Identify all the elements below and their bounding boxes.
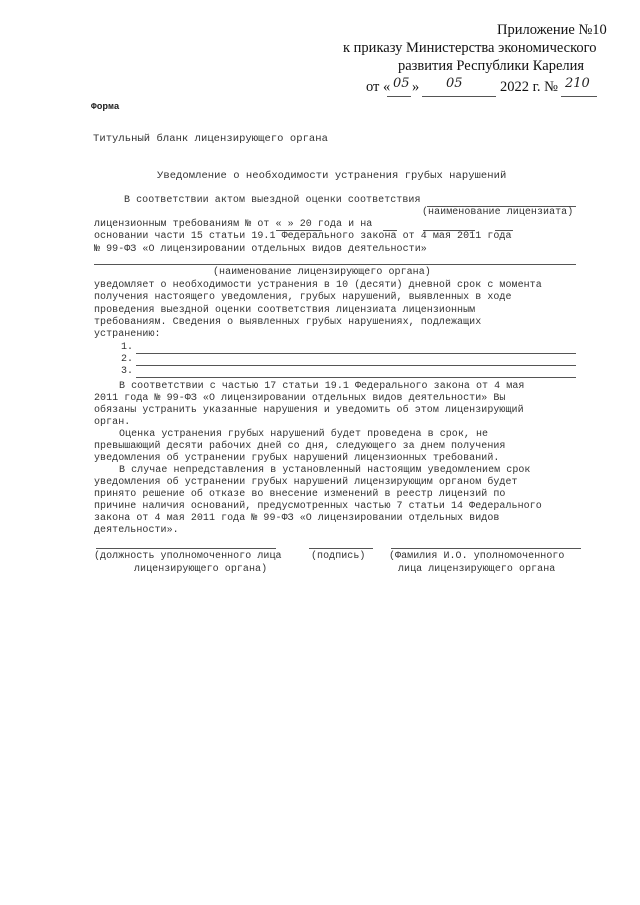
- violation-item-2: 2.: [121, 354, 134, 365]
- signature-line: [309, 548, 373, 549]
- para5-line4: причине наличия оснований, предусмотренных частью 7 статьи 14 Федерального: [94, 501, 542, 512]
- para5-line6: деятельности».: [94, 525, 179, 536]
- para1-line1: В соответствии актом выездной оценки соответствия: [124, 195, 421, 206]
- violation-line-1: [136, 353, 576, 354]
- para4-line2: превышающий десяти рабочих дней со дня, следующего за днем получения: [94, 441, 506, 452]
- para2-line5: устранению:: [94, 329, 161, 340]
- violation-item-1: 1.: [121, 342, 134, 353]
- caption-authority: (наименование лицензирующего органа): [213, 267, 431, 278]
- position-caption-1: (должность уполномоченного лица: [94, 551, 282, 562]
- para2-line2: получения настоящего уведомления, грубых нарушений, выявленных в ходе: [94, 292, 512, 303]
- form-label: Форма: [91, 101, 120, 112]
- violation-item-3: 3.: [121, 366, 134, 377]
- para1-line4: № 99-ФЗ «О лицензировании отдельных видов деятельности»: [94, 244, 427, 255]
- authority-name-line: [94, 264, 576, 265]
- order-date-prefix: от «: [366, 79, 391, 95]
- order-reference: к приказу Министерства экономического: [343, 40, 597, 56]
- para2-line4: требованиям. Сведения о выявленных грубых нарушениях, подлежащих: [94, 317, 482, 328]
- para2-line3: проведения выездной оценки соответствия лицензиата лицензионным: [94, 305, 476, 316]
- appendix-title: Приложение №10: [497, 22, 607, 38]
- position-caption-2: лицензирующего органа): [134, 564, 268, 575]
- order-number-underline: [561, 96, 597, 97]
- para5-line2: уведомления об устранении грубых нарушений лицензирующим органом будет: [94, 477, 518, 488]
- para1-line2: лицензионным требованиям № от « » 20 года и на: [94, 219, 373, 230]
- para5-line1: В случае непредставления в установленный настоящим уведомлением срок: [119, 465, 531, 476]
- para5-line3: принято решение об отказе во внесение изменений в реестр лицензий по: [94, 489, 506, 500]
- order-number: 210: [565, 76, 590, 91]
- title-blank-label: Титульный бланк лицензирующего органа: [93, 133, 328, 145]
- order-date-year: 2022 г. №: [500, 79, 559, 95]
- order-date-mid: »: [412, 79, 420, 95]
- caption-licensee: (наименование лицензиата): [422, 207, 574, 218]
- para5-line5: закона от 4 мая 2011 года № 99-ФЗ «О лицензировании отдельных видов: [94, 513, 500, 524]
- order-date-month: 05: [446, 76, 463, 91]
- para3-line2: 2011 года № 99-ФЗ «О лицензировании отдельных видов деятельности» Вы: [94, 393, 506, 404]
- para3-line3: обязаны устранить указанные нарушения и уведомить об этом лицензирующий: [94, 405, 524, 416]
- document-title: Уведомление о необходимости устранения грубых нарушений: [157, 170, 507, 182]
- para4-line1: Оценка устранения грубых нарушений будет проведена в срок, не: [119, 429, 489, 440]
- para4-line3: уведомления об устранении грубых нарушений лицензионных требований.: [94, 453, 500, 464]
- name-caption-1: (Фамилия И.О. уполномоченного: [389, 551, 565, 562]
- para3-line4: орган.: [94, 417, 131, 428]
- para1-line3: основании части 15 статьи 19.1 Федерального закона от 4 мая 2011 года: [94, 231, 512, 242]
- name-signature-line: [391, 548, 581, 549]
- para3-line1: В соответствии с частью 17 статьи 19.1 Федерального закона от 4 мая: [119, 381, 525, 392]
- signature-caption: (подпись): [311, 551, 366, 562]
- violation-line-2: [136, 365, 576, 366]
- para2-line1: уведомляет о необходимости устранения в 10 (десяти) дневной срок с момента: [94, 280, 542, 291]
- name-caption-2: лица лицензирующего органа: [398, 564, 556, 575]
- date-day-underline: [387, 96, 411, 97]
- position-signature-line: [96, 548, 276, 549]
- violation-line-3: [136, 377, 576, 378]
- ministry-name: развития Республики Карелия: [398, 58, 585, 74]
- order-date-day: 05: [393, 76, 410, 91]
- date-month-underline: [422, 96, 496, 97]
